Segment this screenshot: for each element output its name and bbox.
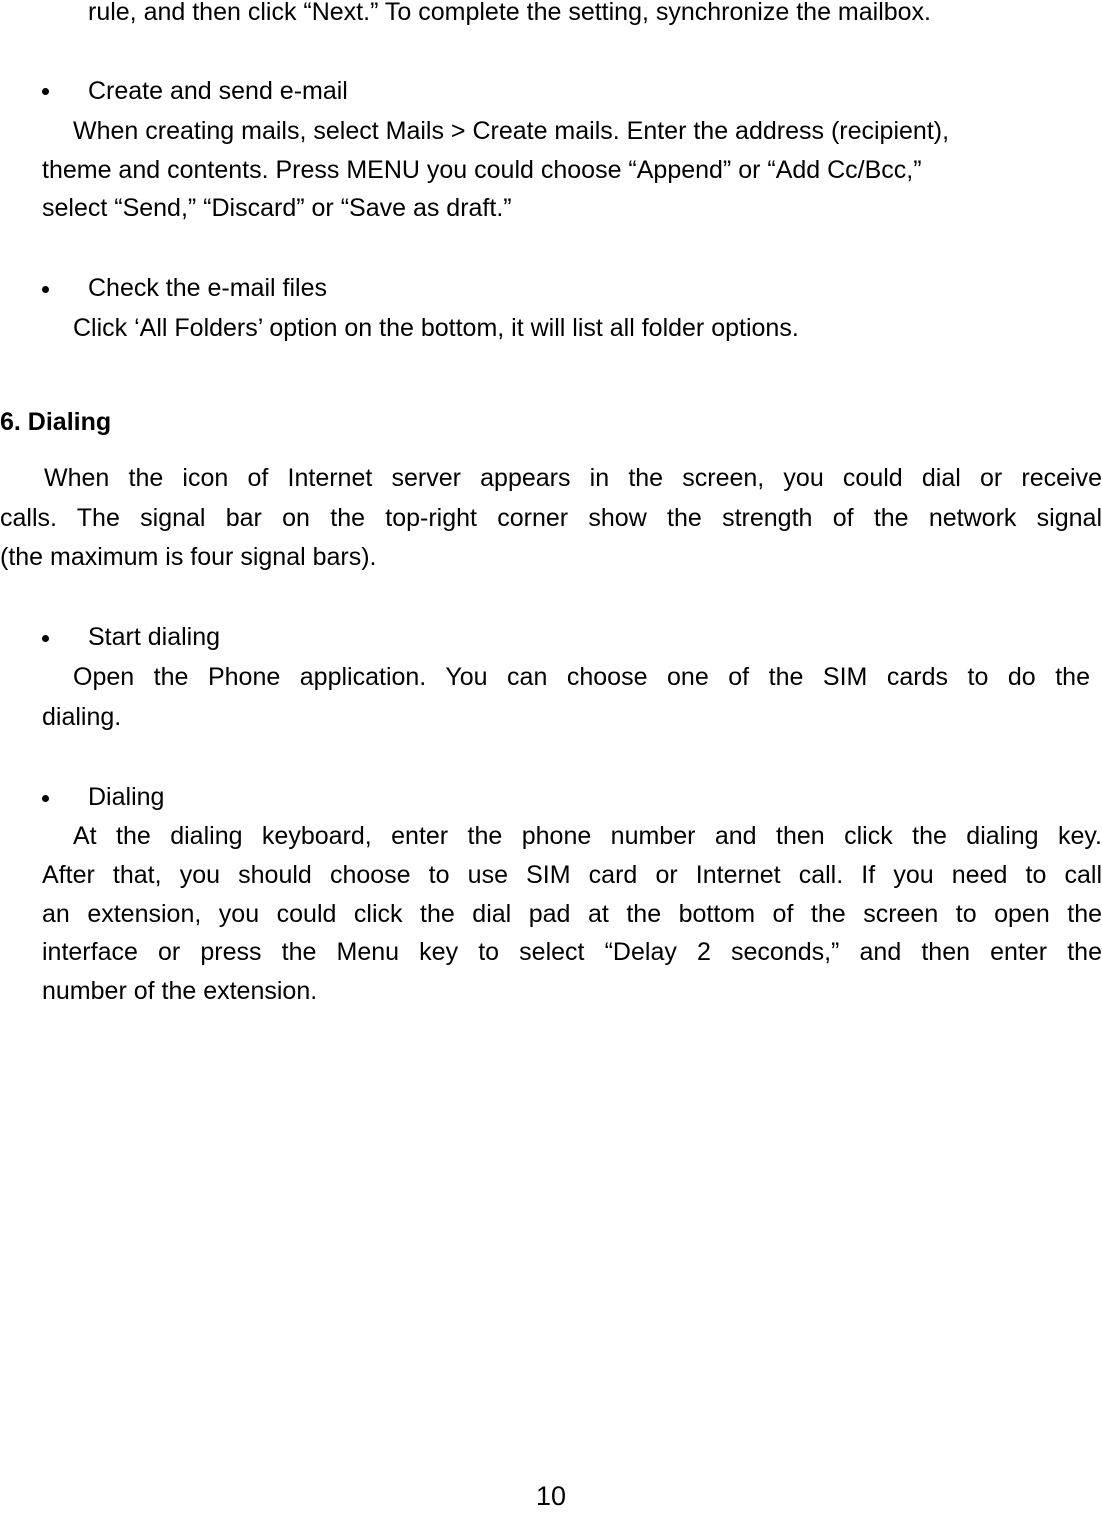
section-title-start-dialing: Start dialing: [88, 623, 221, 651]
section-heading-dialing: 6. Dialing: [0, 408, 112, 436]
paragraph-line: When creating mails, select Mails > Create mails. Enter the address (recipient),: [73, 117, 950, 145]
bullet-icon: [42, 88, 49, 95]
section-title-check-email-files: Check the e-mail files: [88, 274, 327, 302]
paragraph-line: calls. The signal bar on the top-right corner show the strength of the network signal: [0, 504, 1102, 532]
paragraph-line: When the icon of Internet server appears in the screen, you could dial or receive: [44, 464, 1102, 492]
page-number: 10: [535, 1481, 567, 1511]
paragraph-line: Click ‘All Folders’ option on the bottom, it will list all folder options.: [73, 314, 799, 342]
paragraph-line: select “Send,” “Discard” or “Save as draft.”: [42, 194, 512, 222]
bullet-icon: [42, 286, 49, 293]
paragraph-line: (the maximum is four signal bars).: [0, 543, 377, 571]
bullet-icon: [42, 795, 49, 802]
continuation-text: rule, and then click “Next.” To complete the setting, synchronize the mailbox.: [88, 0, 932, 26]
paragraph-line: dialing.: [42, 703, 122, 731]
paragraph-line: an extension, you could click the dial pad at the bottom of the screen to open the: [42, 900, 1102, 928]
section-title-dialing: Dialing: [88, 783, 165, 811]
bullet-icon: [42, 635, 49, 642]
paragraph-line: number of the extension.: [42, 977, 318, 1005]
paragraph-line: After that, you should choose to use SIM card or Internet call. If you need to call: [42, 861, 1102, 889]
section-title-create-send-email: Create and send e-mail: [88, 77, 348, 105]
paragraph-line: theme and contents. Press MENU you could choose “Append” or “Add Cc/Bcc,”: [42, 156, 922, 184]
paragraph-line: At the dialing keyboard, enter the phone number and then click the dialing key.: [73, 822, 1102, 850]
paragraph-line: Open the Phone application. You can choose one of the SIM cards to do the: [73, 663, 1090, 691]
paragraph-line: interface or press the Menu key to select “Delay 2 seconds,” and then enter the: [42, 938, 1102, 966]
